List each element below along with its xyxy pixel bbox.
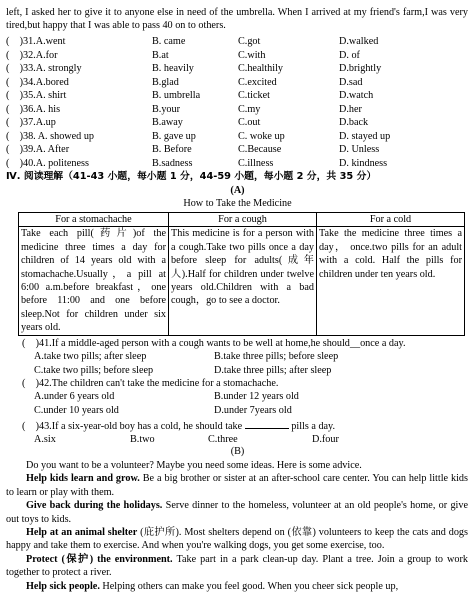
cloze-option: ( )35.A. shirt [6,90,67,101]
advice-paragraph [6,499,468,526]
cloze-option: B.sadness [152,157,193,169]
advice-paragraph [6,580,468,593]
cloze-option: B. came [152,36,186,47]
option: B.take three pills; before sleep [214,351,339,363]
advice-paragraph [6,526,468,553]
cloze-option: C.illness [238,157,274,169]
question-43-stem [22,418,468,433]
header-cold: For a cold [317,213,465,227]
cloze-option-row [6,103,468,117]
cloze-option-row [6,76,468,90]
option: D.take three pills; after sleep [214,364,332,376]
cloze-option: C.Because [238,144,282,155]
question-41-stem: ( )41.If a middle-aged person with a cough wants to be well at home,he should__once a day. [22,338,406,349]
option: B.under 12 years old [214,391,299,403]
question-43-stem-before: ( )43.If a six-year-old boy has a cold, he should take [22,421,243,432]
cloze-option: C.got [238,36,261,47]
advice-text: Serve dinner to the homeless, volunteer at an old people's home, or give out toys to kids. [6,500,468,525]
cloze-option: D.brightly [339,63,382,74]
cloze-option: C.with [238,49,266,61]
cloze-option: ( )39.A. After [6,144,70,155]
cloze-option: ( )32.A.for [6,49,58,61]
cloze-option: C.ticket [238,90,270,101]
cloze-option: C.my [238,103,261,115]
cloze-option: D. of [339,49,360,61]
passage-b-intro: Do you want to be a volunteer? Maybe you need some ideas. Here is some advice. [26,460,362,471]
advice-text: (庇护所). Most shelters depend on (依靠) volunteers to keep the cats and dogs happy and take them to exercise. And when you're walking dogs, you get some exercise, too. [6,527,468,552]
passage-b-label: (B) [230,446,245,457]
question-41-options-row1 [22,350,468,364]
cloze-option: B.glad [152,76,179,88]
table-header-row [19,213,465,227]
cloze-option: D.watch [339,90,374,101]
advice-heading: Protect (保护) the environment. [26,553,173,565]
option: B.two [130,434,155,446]
option: C.three [208,434,238,446]
intro-paragraph: left, I asked her to give it to anyone else in need of the umbrella. When I arrived at my friend's farm,I was very tired,but happy that I was able to pass 40 on to others. [6,7,468,32]
cloze-option: C.out [238,117,261,128]
cloze-option: D.walked [339,36,379,47]
cloze-option: B.at [152,49,169,61]
passage-a-title: How to Take the Medicine [183,198,292,209]
advice-heading: Help at an animal shelter [26,527,138,539]
cloze-options [6,35,468,170]
cell-stomachache: Take each pill(药片)of the medicine three times a day for children of 14 years old with a stomachache.Usually，a pill at 6:00 a.m.before breakfast，one before 11:00 and one before sleep.Not for children under six years old. [19,227,169,335]
cloze-option: B. gave up [152,130,196,142]
option: A.six [34,434,56,446]
cloze-option: C.healthily [238,63,283,74]
cloze-option: ( )38. A. showed up [6,130,95,142]
question-42-stem: ( )42.The children can't take the medicine for a stomachache. [22,378,279,389]
answer-blank [245,418,289,429]
question-41-options-row2 [22,364,468,378]
question-42-options-row2 [22,404,468,418]
question-43 [22,418,468,447]
table-body-row [19,227,465,335]
question-42-options-row1 [22,390,468,404]
option: D.four [312,434,339,446]
advice-paragraph [6,553,468,580]
cell-cough: This medicine is for a person with a cough.Take two pills once a day before sleep for adults(成年人).Half for children under twelve years old.Children with a bad cough，go to see a doctor. [169,227,317,335]
option: A.under 6 years old [34,391,115,403]
cloze-option: B.away [152,117,183,128]
advice-heading: Give back during the holidays. [26,500,163,512]
advice-paragraph [6,472,468,499]
cloze-option-row [6,89,468,103]
advice-text: Helping others can make you feel good. When you cheer sick people up, [99,580,399,592]
cloze-option-row [6,62,468,76]
advice-text: Be a big brother or sister at an after-school care center. You can help little kids to learn or play with them. [6,473,468,498]
cloze-option: D.back [339,117,369,128]
medicine-table [18,212,465,336]
option: C.take two pills; before sleep [34,364,154,376]
advice-text: Take part in a park clean-up day. Plant a tree. Join a group to work together to protect a river. [6,553,468,579]
cloze-option: ( )31.A.went [6,36,66,47]
cloze-option: D.sad [339,76,363,88]
cloze-option: D. stayed up [339,130,391,142]
cloze-option: D. kindness [339,157,388,169]
option: C.under 10 years old [34,404,119,416]
cloze-option: B. umbrella [152,90,201,101]
option: D.under 7years old [214,404,292,416]
question-42 [22,377,468,417]
passage-b-body [6,459,468,593]
cloze-option: D. Unless [339,144,380,155]
cloze-option-row [6,116,468,130]
passage-a-label: (A) [230,185,245,196]
header-cough: For a cough [169,213,317,227]
section4-heading: Ⅳ. 阅读理解（41-43 小题，每小题 1 分，44-59 小题，每小题 2 分，共 35 分） [6,171,377,182]
cloze-option: C.excited [238,76,277,88]
header-stomachache: For a stomachache [19,213,169,227]
cloze-option-row [6,35,468,49]
cloze-option: ( )33.A. strongly [6,63,82,74]
cloze-option: ( )34.A.bored [6,76,69,88]
cloze-option: D.her [339,103,362,115]
advice-heading: Help sick people. [26,580,100,592]
cloze-option-row [6,143,468,157]
cell-cold: Take the medicine three times a day， once.two pills for an adult with a cold. Half the pills for children under ten years old. [317,227,465,335]
cloze-option-row [6,157,468,171]
advice-heading: Help kids learn and grow. [26,473,140,485]
question-41 [22,337,468,377]
option: A.take two pills; after sleep [34,351,147,363]
cloze-option: B. Before [152,144,192,155]
cloze-option: B.your [152,103,181,115]
question-43-stem-after: pills a day. [291,421,336,432]
cloze-option: ( )36.A. his [6,103,61,115]
cloze-option: ( )37.A.up [6,117,56,128]
cloze-option-row [6,49,468,63]
cloze-option: B. heavily [152,63,194,74]
cloze-option-row [6,130,468,144]
cloze-option: ( )40.A. politeness [6,157,89,169]
cloze-option: C. woke up [238,130,285,142]
